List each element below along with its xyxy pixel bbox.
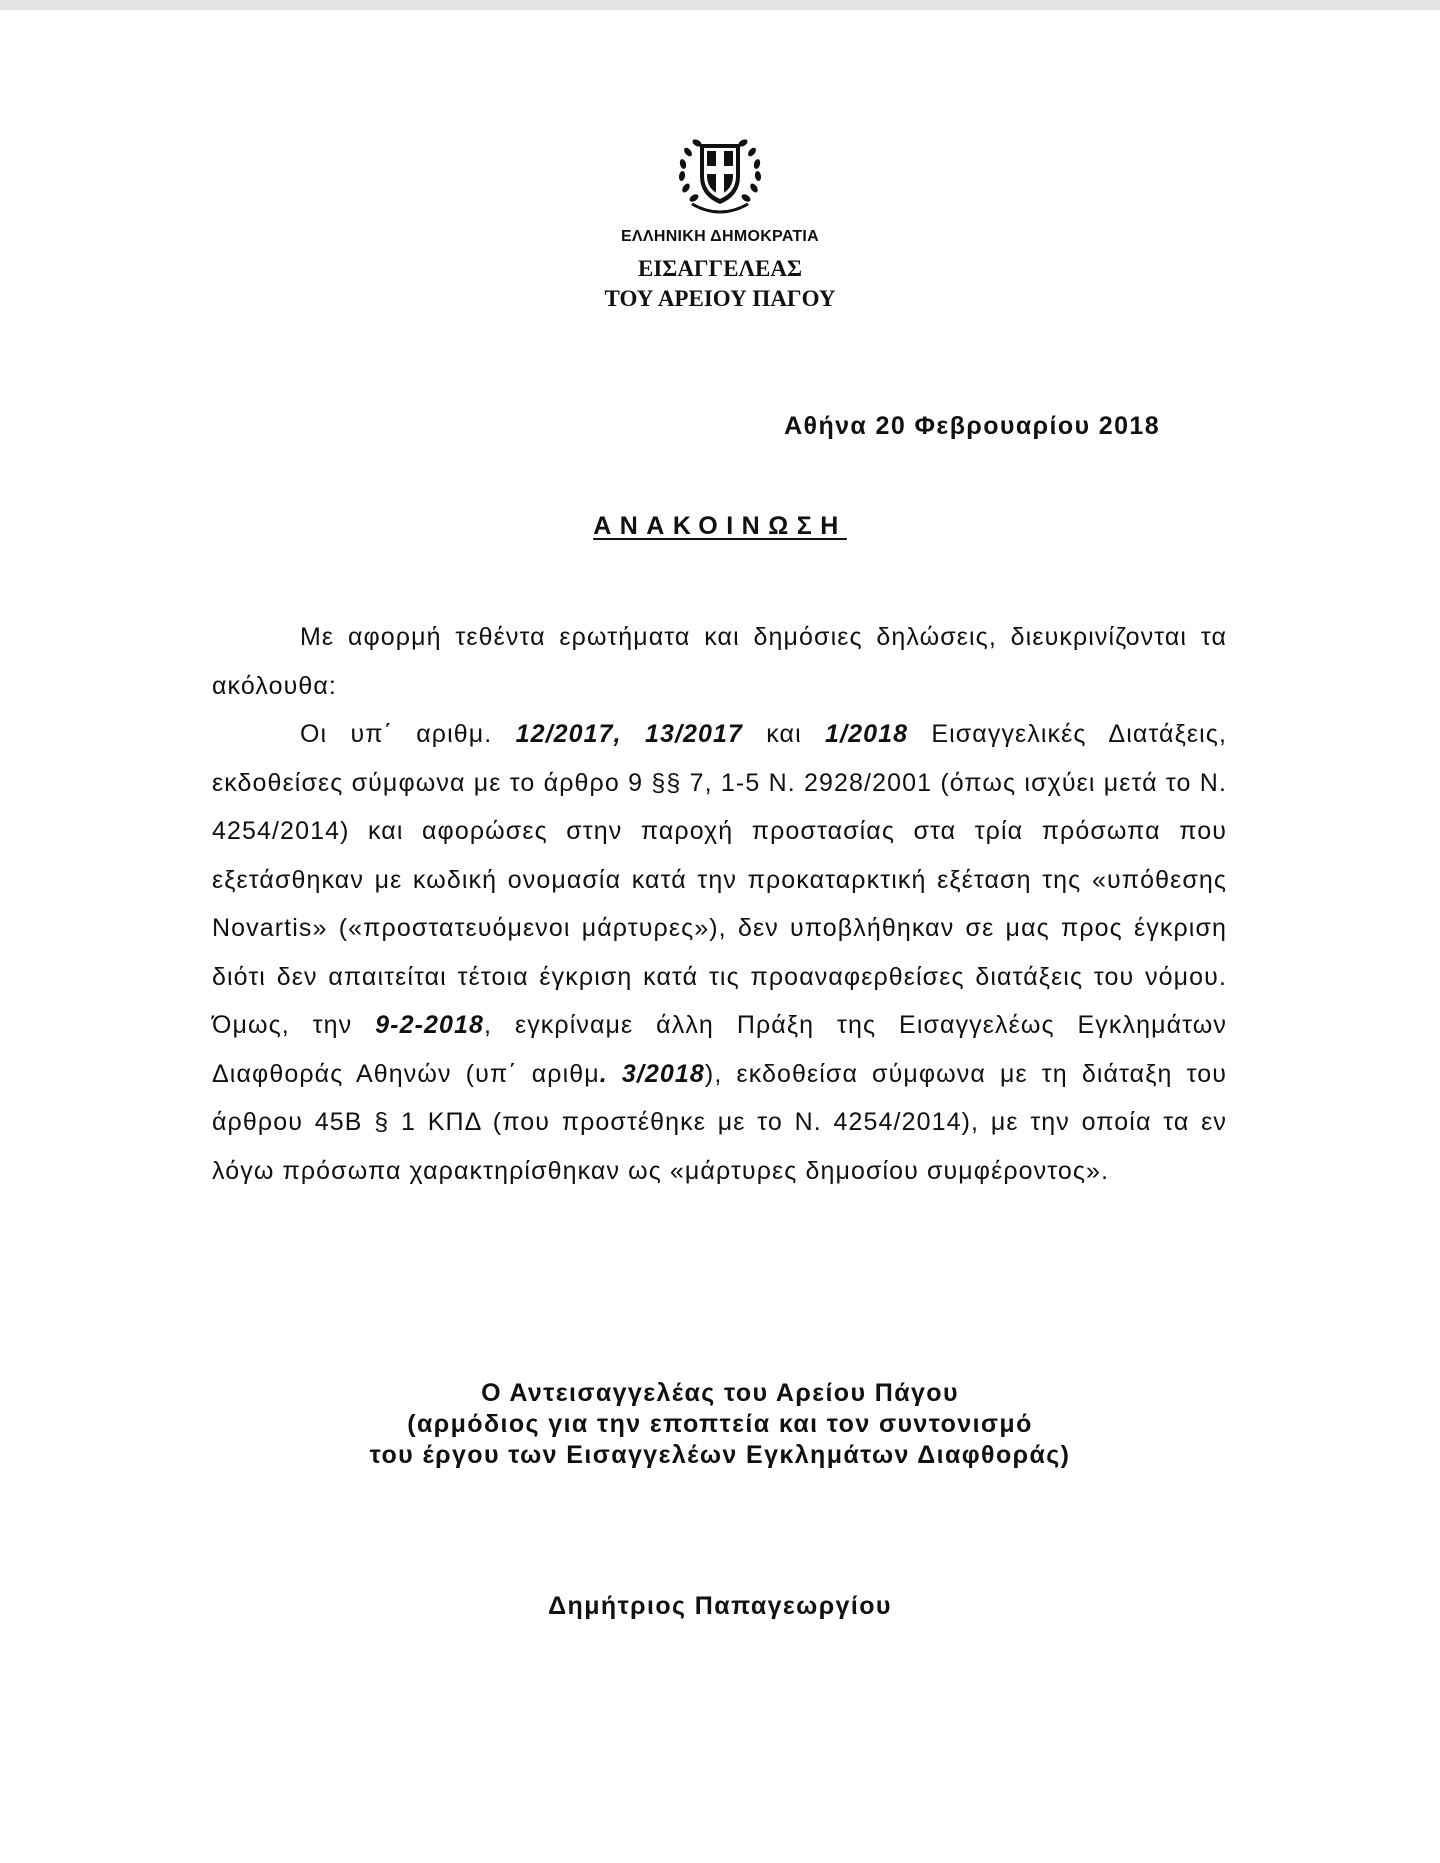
document-title-wrap xyxy=(0,512,1440,541)
signature-line-2: (αρμόδιος για την εποπτεία και τον συντονισμό xyxy=(407,1410,1033,1438)
document-date: Αθήνα 20 Φεβρουαρίου 2018 xyxy=(784,412,1160,440)
header-republic: ΕΛΛΗΝΙΚΗ ΔΗΜΟΚΡΑΤΙΑ xyxy=(620,228,820,245)
decision-numbers: 12/2017, 13/2017 xyxy=(515,720,744,748)
document-page xyxy=(0,10,1440,1863)
top-bar xyxy=(0,0,1440,10)
text-run: ), εκδοθείσα σύμφωνα με τη διάταξη του άρθρου 45Β § 1 ΚΠΔ (που προστέθηκε με το Ν. 4254/2014), με την οποία τα εν λόγω πρόσωπα χαρακτηρίσθηκαν ως «μάρτυρες δημοσίου συμφέροντος». xyxy=(212,1059,1227,1185)
signature-line-1: Ο Αντεισαγγελέας του Αρείου Πάγου xyxy=(481,1379,959,1407)
text-run: και xyxy=(743,720,826,748)
signature-line-3: του έργου των Εισαγγελέων Εγκλημάτων Διαφθοράς) xyxy=(369,1441,1071,1469)
paragraph-intro: Με αφορμή τεθέντα ερωτήματα και δημόσιες δηλώσεις, διευκρινίζονται τα ακόλουθα: xyxy=(212,623,1227,700)
approval-date: 9-2-2018 xyxy=(375,1011,485,1039)
header-supreme-court: ΤΟΥ ΑΡΕΙΟΥ ΠΑΓΟΥ xyxy=(604,286,836,311)
signature-title xyxy=(0,1378,1440,1471)
paragraph-main xyxy=(212,710,1227,1195)
text-run: , εγκρίναμε άλλη Πράξη της Εισαγγελέως Εγκλημάτων Διαφθοράς Αθηνών (υπ΄ αριθμ xyxy=(212,1011,1227,1088)
document-body xyxy=(212,613,1227,1195)
text-run: Οι υπ΄ αριθμ. xyxy=(300,720,516,748)
text-run: Εισαγγελικές Διατάξεις, εκδοθείσες σύμφωνα με το άρθρο 9 §§ 7, 1-5 Ν. 2928/2001 (όπως ισχύει μετά το Ν. 4254/2014) και αφορώσες στην παροχή προστασίας στα τρία πρόσωπα που εξετάσθηκαν με κωδική ονομασία κατά την προκαταρκτική εξέταση της «υπόθεσης Novartis» («προστατευόμενοι μάρτυρες»), δεν υποβλήθηκαν σε μας προς έγκριση διότι δεν απαιτείται τέτοια έγκριση κατά τις προαναφερθείσες διατάξεις του νόμου. Όμως, την xyxy=(212,720,1227,1039)
decision-number: 1/2018 xyxy=(825,720,909,748)
document-title: ΑΝΑΚΟΙΝΩΣΗ xyxy=(593,512,847,540)
letterhead xyxy=(0,130,1440,314)
greek-coat-of-arms-icon xyxy=(672,130,768,220)
act-number: . 3/2018 xyxy=(599,1059,705,1088)
signatory-name: Δημήτριος Παπαγεωργίου xyxy=(548,1592,892,1620)
header-prosecutor: ΕΙΣΑΓΓΕΛΕΑΣ xyxy=(637,256,803,281)
